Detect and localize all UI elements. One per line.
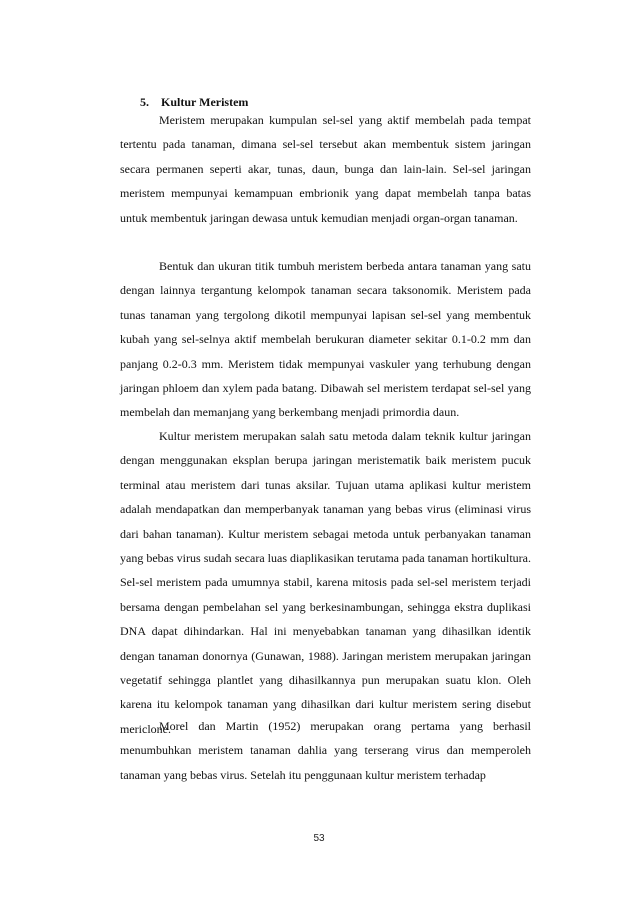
paragraph-meristem-shape: Bentuk dan ukuran titik tumbuh meristem berbeda antara tanaman yang satu dengan lainnya tergantung kelompok tanaman secara taksonomik. Meristem pada tunas tanaman yang tergolong dikotil mempunyai lapisan sel-sel yang membentuk kubah yang sel-selnya aktif membelah berukuran diameter sekitar 0.1-0.2 mm dan panjang 0.2-0.3 mm. Meristem tidak mempunyai vaskuler yang terhubung dengan jaringan phloem dan xylem pada batang. Dibawah sel meristem terdapat sel-sel yang membelah dan memanjang yang berkembang menjadi primordia daun. (120, 259, 531, 420)
paragraph-meristem-culture: Kultur meristem merupakan salah satu metoda dalam teknik kultur jaringan dengan menggunakan eksplan berupa jaringan meristematik baik meristem pucuk terminal atau meristem dari tunas aksilar. Tujuan utama aplikasi kultur meristem adalah mendapatkan dan memperbanyak tanaman yang bebas virus (eliminasi virus dari bahan tanaman). Kultur meristem sebagai metoda untuk perbanyakan tanaman yang bebas virus sudah secara luas diaplikasikan terutama pada tanaman hortikultura. Sel-sel meristem pada umumnya stabil, karena mitosis pada sel-sel meristem terjadi bersama dengan pembelahan sel yang berkesinambungan, sehingga ekstra duplikasi DNA dapat dihindarkan. Hal ini menyebabkan tanaman yang dihasilkan identik dengan tanaman donornya (Gunawan, 1988). Jaringan meristem merupakan jaringan vegetatif sehingga plantlet yang dihasilkannya pun merupakan suatu klon. Oleh karena itu kelompok tanaman yang dihasilkan dari kultur meristem sering disebut mericlone. (120, 429, 531, 736)
paragraph-morel-martin: Morel dan Martin (1952) merupakan orang pertama yang berhasil menumbuhkan meristem tanaman dahlia yang terserang virus dan memperoleh tanaman yang bebas virus. Setelah itu penggunaan kultur meristem terhadap (120, 719, 531, 782)
paragraph-meristem-definition: Meristem merupakan kumpulan sel-sel yang aktif membelah pada tempat tertentu pada tanaman, dimana sel-sel tersebut akan membentuk sistem jaringan secara permanen seperti akar, tunas, daun, bunga dan lain-lain. Sel-sel jaringan meristem mempunyai kemampuan embrionik yang dapat membelah tanpa batas untuk membentuk jaringan dewasa untuk kemudian menjadi organ-organ tanaman. (120, 113, 531, 225)
section-number: 5. (140, 95, 149, 109)
section-title: Kultur Meristem (161, 95, 249, 109)
page-number: 53 (313, 833, 325, 844)
